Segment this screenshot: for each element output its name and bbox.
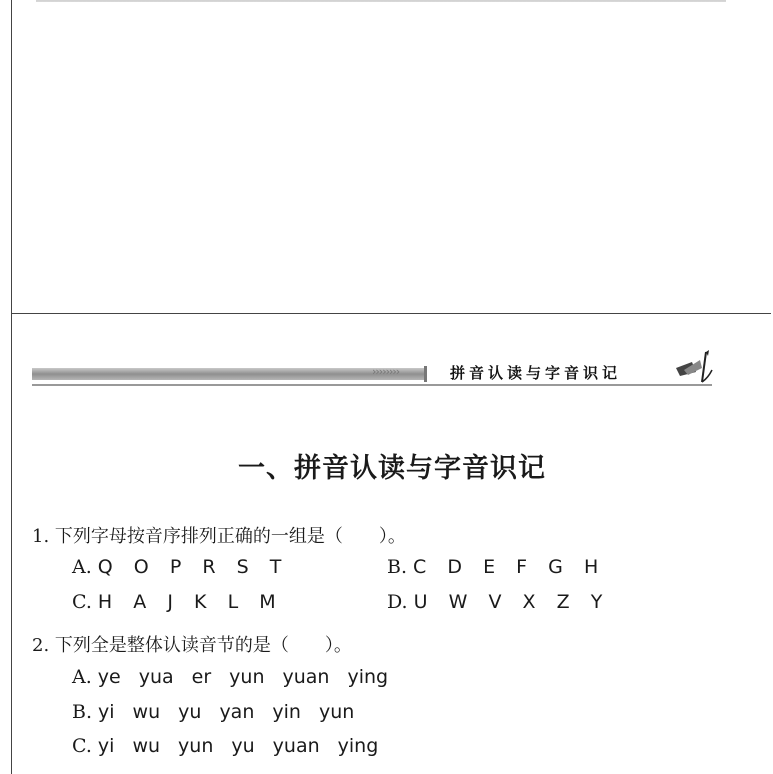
question-1-option-b bbox=[387, 556, 601, 578]
question-2-option-b bbox=[72, 701, 372, 723]
option-label: C. bbox=[72, 591, 92, 613]
syllable: yuan bbox=[282, 666, 330, 688]
section-title: 一、拼音认读与字音识记 bbox=[238, 453, 546, 484]
option-label: D. bbox=[387, 591, 408, 613]
syllable: yin bbox=[272, 701, 301, 723]
syllable: yun bbox=[178, 735, 214, 757]
header-chevrons-decoration: ›››››››› bbox=[372, 365, 400, 378]
option-label: B. bbox=[387, 556, 408, 578]
syllable: yi bbox=[98, 701, 115, 723]
syllable: ye bbox=[97, 666, 121, 688]
syllable: yun bbox=[318, 701, 355, 723]
previous-page bbox=[11, 0, 771, 314]
running-header-title: 拼音认读与字音识记 bbox=[450, 364, 622, 382]
pen-flag-logo-icon bbox=[672, 348, 716, 390]
header-underline bbox=[32, 384, 712, 386]
syllable: ying bbox=[347, 666, 389, 688]
question-2-option-a bbox=[72, 666, 406, 688]
syllable: yu bbox=[231, 735, 255, 757]
syllable: yi bbox=[97, 735, 115, 757]
option-label: A. bbox=[72, 556, 92, 578]
option-label: C. bbox=[72, 735, 92, 757]
book-page bbox=[11, 314, 771, 774]
question-2-option-c bbox=[72, 735, 396, 757]
option-label: B. bbox=[72, 701, 93, 723]
syllable: yu bbox=[178, 701, 202, 723]
cropped-text-line bbox=[36, 0, 726, 2]
option-text: C D E F G H bbox=[413, 556, 602, 578]
option-text: Q O P R S T bbox=[97, 556, 285, 578]
syllable: wu bbox=[132, 701, 161, 723]
question-2-stem: 2. 下列全是整体认读音节的是（ ）。 bbox=[32, 635, 352, 656]
option-text: H A J K L M bbox=[97, 591, 279, 613]
syllable: yan bbox=[219, 701, 255, 723]
question-1-option-c bbox=[72, 591, 279, 613]
syllable: yun bbox=[229, 666, 265, 688]
syllable: er bbox=[191, 666, 212, 688]
syllable: yua bbox=[138, 666, 174, 688]
question-1-stem: 1. 下列字母按音序排列正确的一组是（ ）。 bbox=[32, 526, 406, 547]
header-decorative-band bbox=[32, 368, 427, 380]
option-text: U W V X Z Y bbox=[413, 591, 606, 613]
option-label: A. bbox=[72, 666, 92, 688]
syllable: yuan bbox=[272, 735, 320, 757]
question-1-option-a bbox=[72, 556, 284, 578]
syllable: ying bbox=[337, 735, 379, 757]
header-band-end bbox=[424, 366, 427, 382]
syllable: wu bbox=[132, 735, 161, 757]
question-1-option-d bbox=[387, 591, 605, 613]
